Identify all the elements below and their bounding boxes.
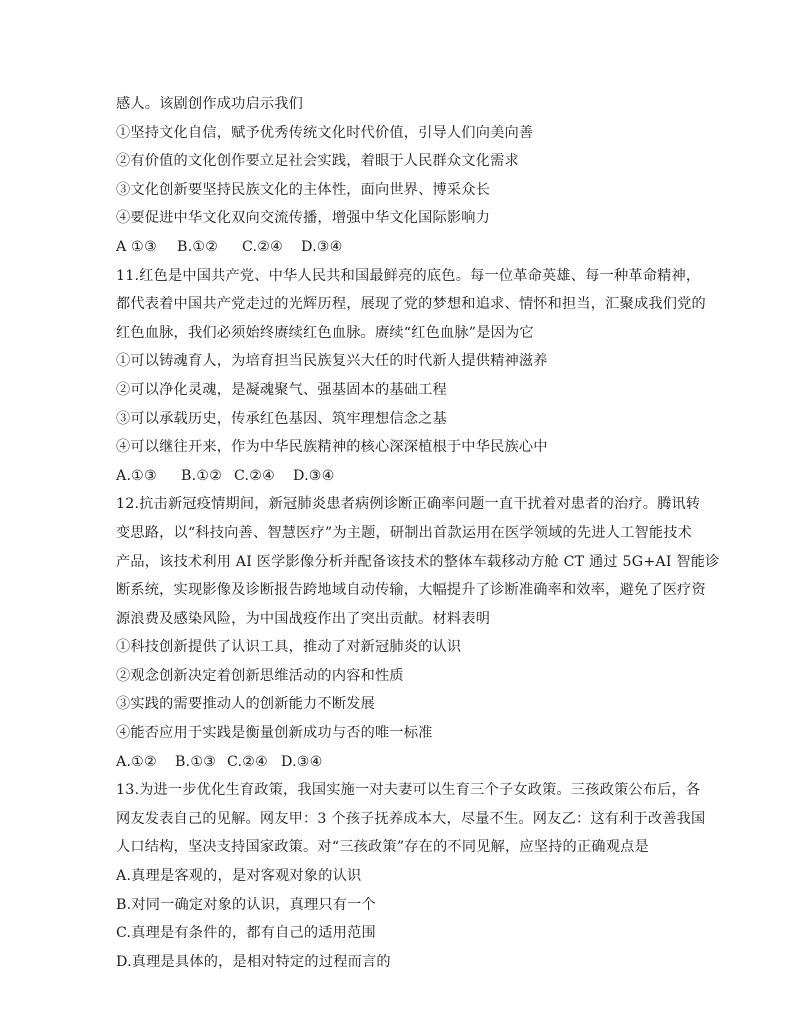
statement-1: ①科技创新提供了认识工具，推动了对新冠肺炎的认识 xyxy=(116,639,462,656)
option-c: C.②④ xyxy=(234,467,276,484)
option-d: D.真理是具体的，是相对特定的过程而言的 xyxy=(116,953,391,970)
question-stem-line: 产品，该技术利用 AI 医学影像分析并配备该技术的整体车载移动方舱 CT 通过 5G+AI 智能诊 xyxy=(116,553,720,570)
option-d: D.③④ xyxy=(293,467,335,484)
question-stem-line: 红色血脉，我们必须始终赓续红色血脉。赓续“红色血脉”是因为它 xyxy=(116,324,534,341)
option-a: A.①③ xyxy=(116,467,157,484)
option-b: B.对同一确定对象的认识，真理只有一个 xyxy=(116,896,376,913)
answer-options xyxy=(116,233,690,262)
question-stem-line: 13.为进一步优化生育政策，我国实施一对夫妻可以生育三个子女政策。三孩政策公布后，各 xyxy=(116,782,701,799)
statement-1: ①可以铸魂育人，为培育担当民族复兴大任的时代新人提供精神滋养 xyxy=(116,353,548,370)
option-b: B.①② xyxy=(181,467,223,484)
question-stem-line: 断系统，实现影像及诊断报告跨地域自动传输，大幅提升了诊断准确率和效率，避免了医疗资 xyxy=(116,582,706,599)
answer-options xyxy=(116,748,690,777)
question-stem-line: 变思路，以“科技向善、智慧医疗”为主题，研制出首款运用在医学领域的先进人工智能技术 xyxy=(116,524,693,541)
question-11 xyxy=(116,262,706,491)
option-c: C.②④ xyxy=(227,753,269,770)
question-stem-line: 网友发表自己的见解。网友甲：3 个孩子抚养成本大，尽量不生。网友乙：这有利于改善我国 xyxy=(116,810,706,827)
option-a: A.①② xyxy=(116,753,157,770)
option-a: A.真理是客观的，是对客观对象的认识 xyxy=(116,868,362,885)
statement-3: ③实践的需要推动人的创新能力不断发展 xyxy=(116,696,375,713)
question-stem: 感人。该剧创作成功启示我们 xyxy=(116,96,304,112)
question-stem-line: 人口结构，坚决支持国家政策。对“三孩政策”存在的不同见解，应坚持的正确观点是 xyxy=(116,839,649,856)
statement-2: ②有价值的文化创作要立足社会实践，着眼于人民群众文化需求 xyxy=(116,153,519,170)
option-b: B.①② xyxy=(177,238,219,255)
option-d: D.③④ xyxy=(301,238,343,255)
statement-4: ④能否应用于实践是衡量创新成功与否的唯一标准 xyxy=(116,725,433,742)
statement-1: ①坚持文化自信，赋予优秀传统文化时代价值，引导人们向美向善 xyxy=(116,124,534,141)
exam-page xyxy=(116,90,720,976)
question-13 xyxy=(116,776,706,976)
question-stem-line: 都代表着中国共产党走过的光辉历程，展现了党的梦想和追求、情怀和担当，汇聚成我们党的 xyxy=(116,296,706,313)
statement-4: ④要促进中华文化双向交流传播，增强中华文化国际影响力 xyxy=(116,210,491,227)
question-stem-line: 源浪费及感染风险，为中国战疫作出了突出贡献。材料表明 xyxy=(116,610,491,627)
option-c: C.②④ xyxy=(242,238,284,255)
statement-4: ④可以继往开来，作为中华民族精神的核心深深植根于中华民族心中 xyxy=(116,439,548,456)
option-b: B.①③ xyxy=(175,753,217,770)
option-a: A ①③ xyxy=(116,238,157,255)
question-stem-line: 11.红色是中国共产党、中华人民共和国最鲜亮的底色。每一位革命英雄、每一种革命精神， xyxy=(116,267,701,284)
statement-2: ②可以净化灵魂，是凝魂聚气、强基固本的基础工程 xyxy=(116,381,447,398)
statement-3: ③文化创新要坚持民族文化的主体性，面向世界、博采众长 xyxy=(116,181,491,198)
question-12 xyxy=(116,490,720,776)
question-stem-line: 12.抗击新冠疫情期间，新冠肺炎患者病例诊断正确率问题一直干扰着对患者的治疗。腾讯转 xyxy=(116,496,701,513)
option-d: D.③④ xyxy=(281,753,323,770)
option-c: C.真理是有条件的，都有自己的适用范围 xyxy=(116,925,376,942)
statement-2: ②观念创新决定着创新思维活动的内容和性质 xyxy=(116,667,404,684)
statement-3: ③可以承载历史，传承红色基因、筑牢理想信念之基 xyxy=(116,410,447,427)
answer-options xyxy=(116,462,690,491)
question-10 xyxy=(116,90,690,262)
